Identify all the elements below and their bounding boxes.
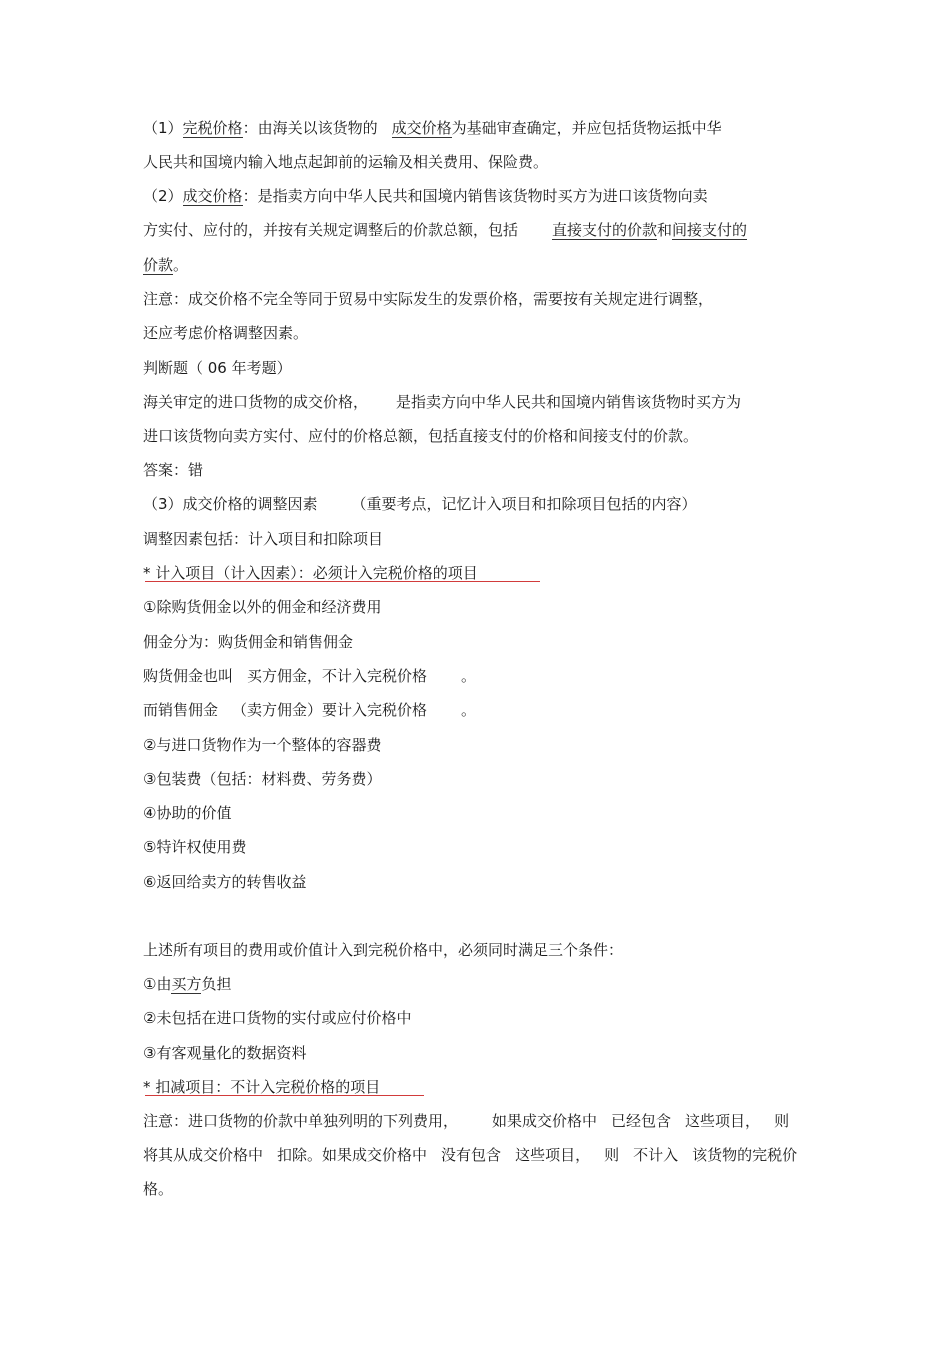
- term-indirect-payment: 间接支付的: [672, 221, 748, 239]
- include-item-4: ④协助的价值: [143, 804, 232, 822]
- condition-2: ②未包括在进口货物的实付或应付价格中: [143, 1009, 412, 1027]
- term-transaction-price: 成交价格: [391, 119, 452, 137]
- deduct-items-heading: * 扣减项目：不计入完税价格的项目: [143, 1078, 381, 1096]
- true-false-question-heading: 判断题（ 06 年考题）: [143, 359, 292, 377]
- selling-commission-line: 而销售佣金 （卖方佣金）要计入完税价格 。: [143, 701, 477, 719]
- paragraph-transaction-price-line2: 方实付、应付的，并按有关规定调整后的价款总额，包括 直接支付的价款和间接支付的: [143, 221, 748, 239]
- deduct-note-line3: 格。: [143, 1180, 174, 1198]
- section-adjustment-factors-heading: （3）成交价格的调整因素 （重要考点，记忆计入项目和扣除项目包括的内容）: [143, 495, 697, 513]
- condition-3: ③有客观量化的数据资料: [143, 1044, 307, 1062]
- term-buyer: 买方: [171, 975, 202, 993]
- note-line2: 还应考虑价格调整因素。: [143, 324, 309, 342]
- deduct-items-heading-red-underline: [145, 1095, 424, 1096]
- include-item-6: ⑥返回给卖方的转售收益: [143, 873, 307, 891]
- buying-commission-line: 购货佣金也叫 买方佣金，不计入完税价格 。: [143, 667, 477, 685]
- include-item-1: ①除购货佣金以外的佣金和经济费用: [143, 598, 382, 616]
- question-line2: 进口该货物向卖方实付、应付的价格总额，包括直接支付的价格和间接支付的价款。: [143, 427, 699, 445]
- include-item-5: ⑤特许权使用费: [143, 838, 247, 856]
- include-items-heading: * 计入项目（计入因素）：必须计入完税价格的项目: [143, 564, 478, 582]
- deduct-note-line2: 将其从成交价格中 扣除。如果成交价格中 没有包含 这些项目， 则 不计入 该货物的完税价: [143, 1146, 798, 1164]
- paragraph-dutiable-price-line2: 人民共和国境内输入地点起卸前的运输及相关费用、保险费。: [143, 153, 549, 171]
- paragraph-dutiable-price-line1: （1）完税价格：由海关以该货物的 成交价格为基础审查确定，并应包括货物运抵中华: [143, 119, 722, 137]
- question-line1: 海关审定的进口货物的成交价格， 是指卖方向中华人民共和国境内销售该货物时买方为: [143, 393, 742, 411]
- condition-1: ①由买方负担: [143, 975, 232, 993]
- term-direct-payment: 直接支付的价款: [552, 221, 658, 239]
- paragraph-transaction-price-line1: （2）成交价格：是指卖方向中华人民共和国境内销售该货物时买方为进口该货物向卖: [143, 187, 708, 205]
- term-dutiable-price: 完税价格: [182, 119, 243, 137]
- include-item-2: ②与进口货物作为一个整体的容器费: [143, 736, 382, 754]
- adjustment-factors-summary: 调整因素包括：计入项目和扣除项目: [143, 530, 384, 548]
- conditions-heading: 上述所有项目的费用或价值计入到完税价格中，必须同时满足三个条件：: [143, 941, 624, 959]
- note-line1: 注意：成交价格不完全等同于贸易中实际发生的发票价格，需要按有关规定进行调整，: [143, 290, 714, 308]
- deduct-note-line1: 注意：进口货物的价款中单独列明的下列费用， 如果成交价格中 已经包含 这些项目， 则: [143, 1112, 790, 1130]
- include-item-3: ③包装费（包括：材料费、劳务费）: [143, 770, 382, 788]
- commission-types-line: 佣金分为：购货佣金和销售佣金: [143, 633, 354, 651]
- term-transaction-price: 成交价格: [182, 187, 243, 205]
- answer-line: 答案：错: [143, 461, 204, 479]
- paragraph-transaction-price-line3: 价款。: [143, 256, 189, 274]
- include-items-heading-red-underline: [145, 581, 540, 582]
